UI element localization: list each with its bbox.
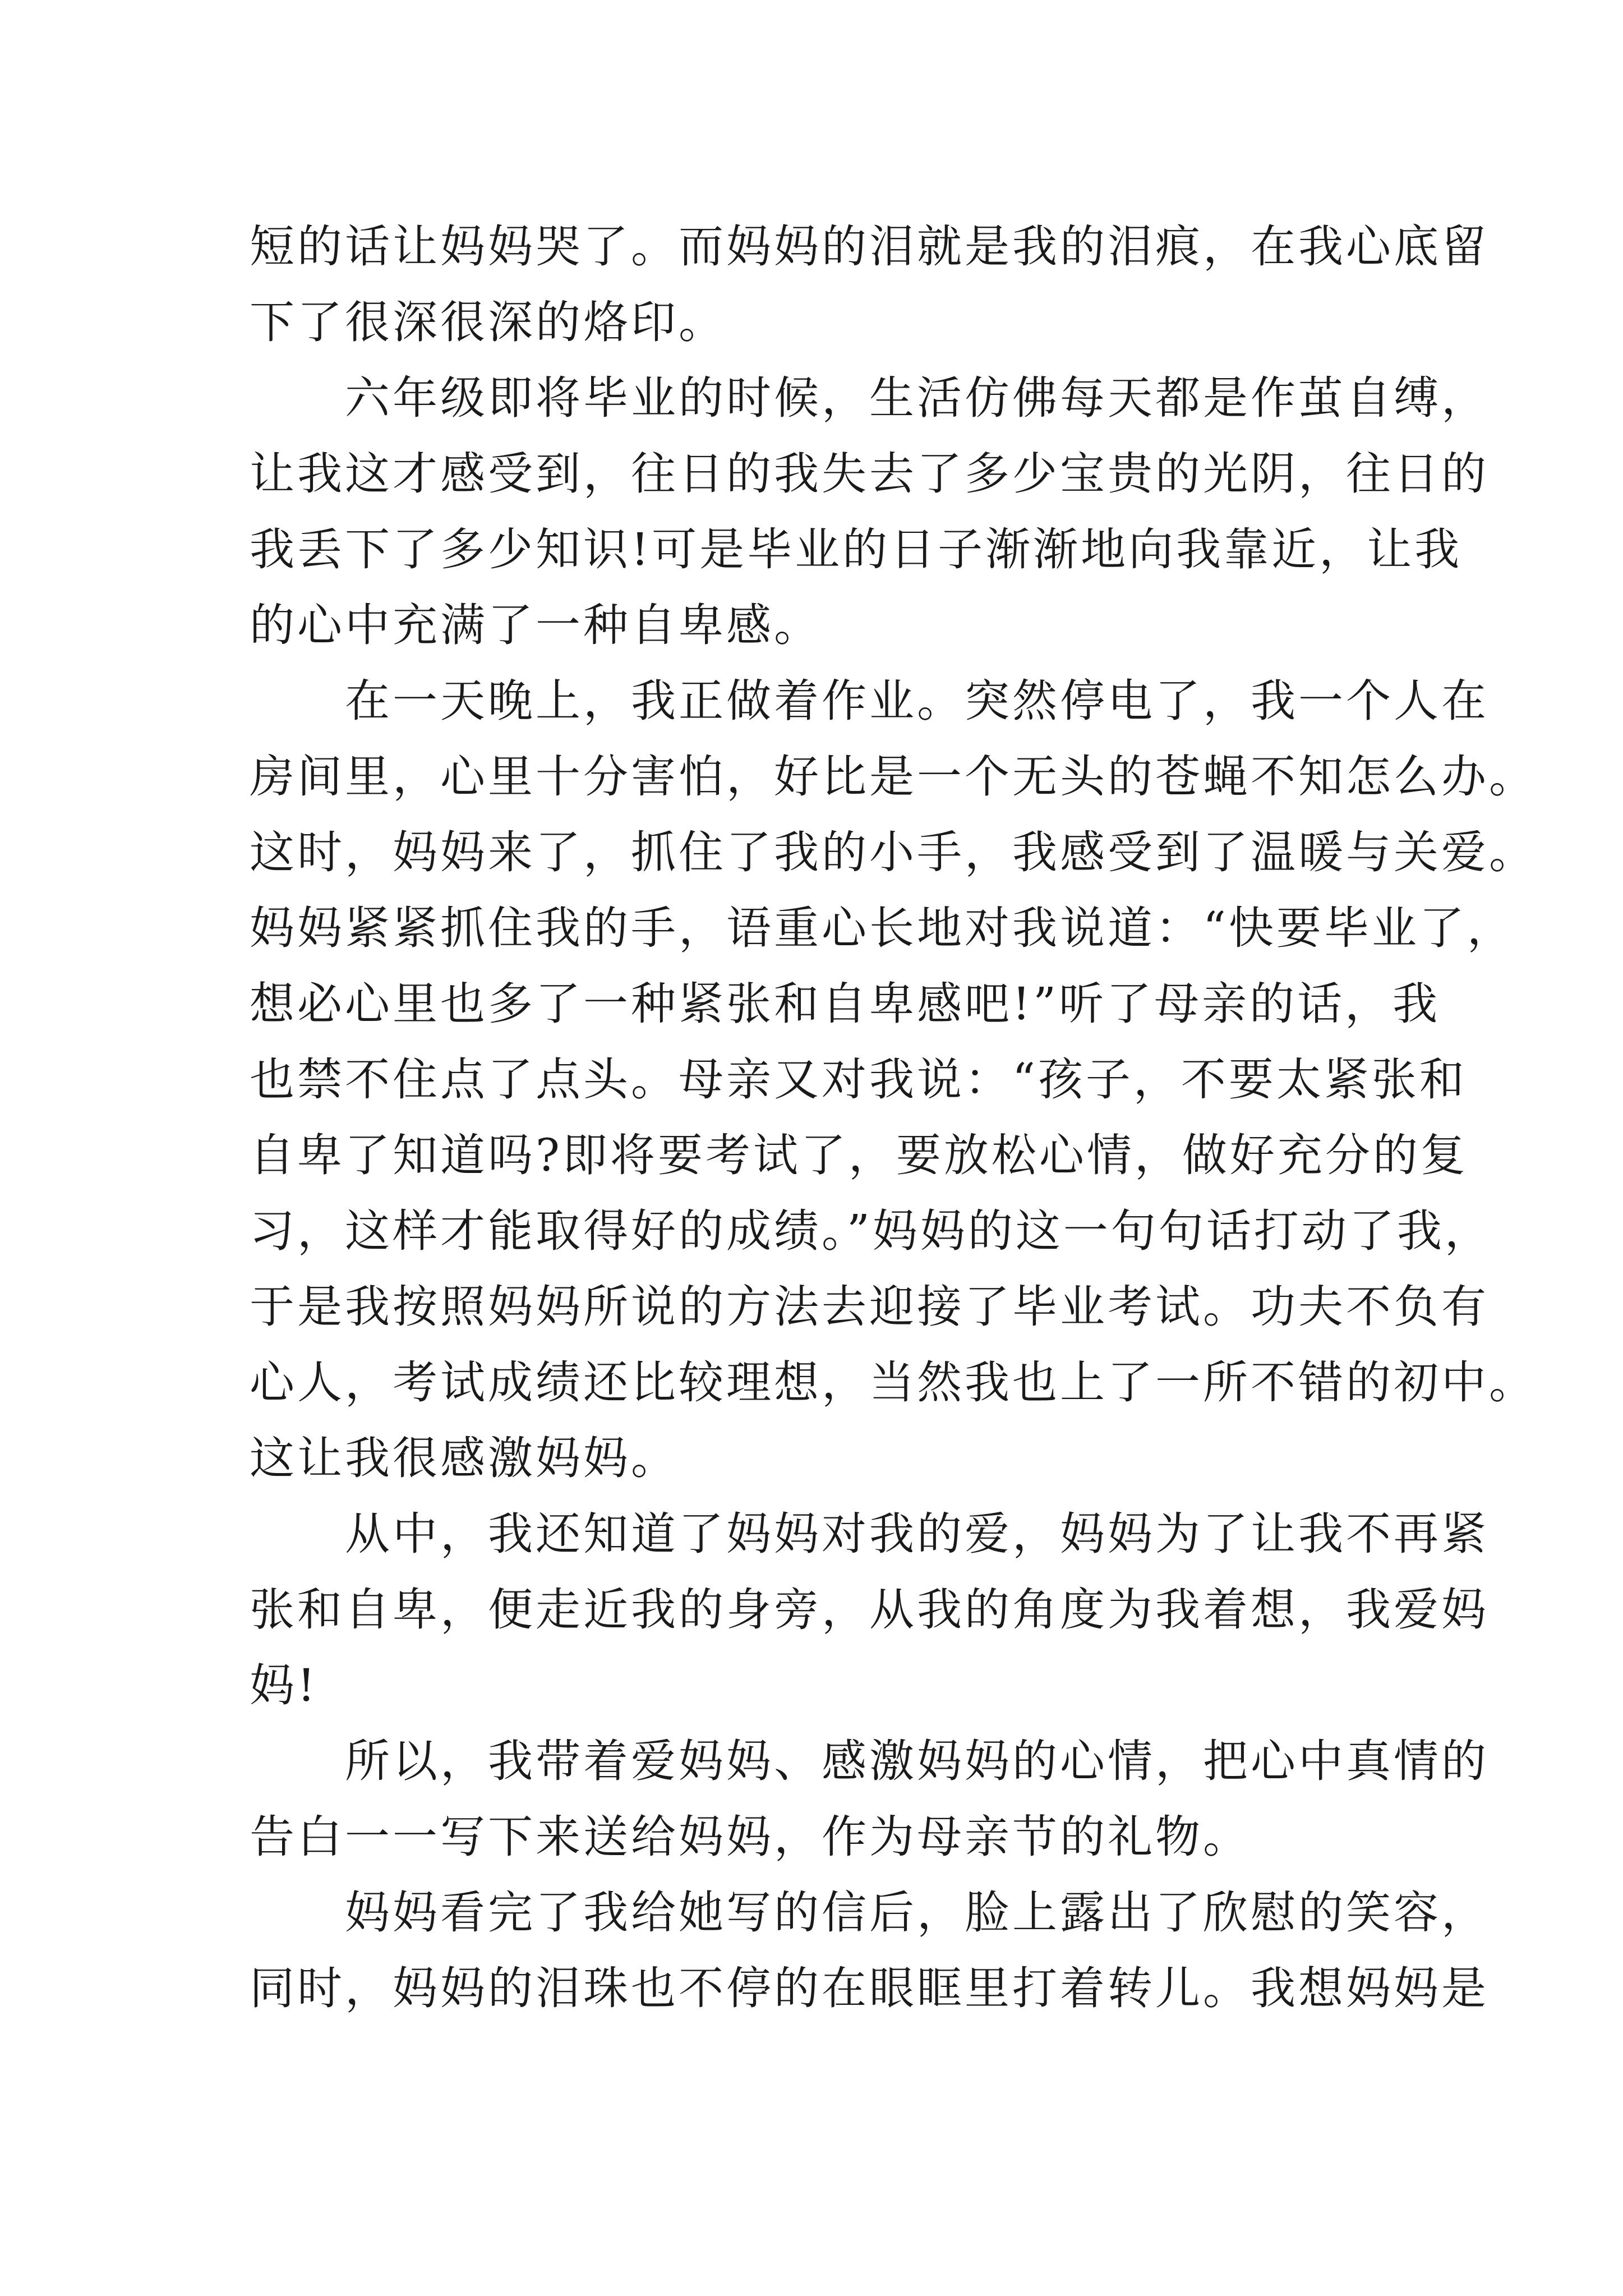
text-line: 妈妈紧紧抓住我的手，语重心长地对我说道：“快要毕业了， — [250, 902, 1515, 954]
text-line: 张和自卑，便走近我的身旁，从我的角度为我着想，我爱妈 — [250, 1584, 1489, 1636]
text-line: 同时，妈妈的泪珠也不停的在眼眶里打着转儿。我想妈妈是 — [250, 1962, 1489, 2014]
paragraph-first-line: 妈妈看完了我给她写的信后，脸上露出了欣慰的笑容， — [345, 1887, 1489, 1939]
text-line: 告白一一写下来送给妈妈，作为母亲节的礼物。 — [250, 1811, 1251, 1863]
text-line: 这时，妈妈来了，抓住了我的小手，我感受到了温暖与关爱。 — [250, 826, 1537, 878]
text-line: 于是我按照妈妈所说的方法去迎接了毕业考试。功夫不负有 — [250, 1281, 1489, 1333]
paragraph-first-line: 从中，我还知道了妈妈对我的爱，妈妈为了让我不再紧 — [345, 1508, 1489, 1560]
text-line: 下了很深很深的烙印。 — [250, 296, 726, 348]
text-line: 这让我很感激妈妈。 — [250, 1432, 679, 1484]
paragraph-first-line: 六年级即将毕业的时候，生活仿佛每天都是作茧自缚， — [345, 372, 1489, 424]
paragraph-first-line: 在一天晚上，我正做着作业。突然停电了，我一个人在 — [345, 675, 1489, 727]
text-line: 房间里，心里十分害怕，好比是一个无头的苍蝇不知怎么办。 — [250, 751, 1537, 803]
text-line: 也禁不住点了点头。母亲又对我说：“孩子，不要太紧张和 — [250, 1053, 1467, 1106]
text-line: 自卑了知道吗?即将要考试了，要放松心情，做好充分的复 — [250, 1129, 1468, 1181]
text-line: 心人，考试成绩还比较理想，当然我也上了一所不错的初中。 — [250, 1356, 1537, 1409]
text-line: 短的话让妈妈哭了。而妈妈的泪就是我的泪痕，在我心底留 — [250, 220, 1489, 273]
text-line: 让我这才感受到，往日的我失去了多少宝贵的光阴，往日的 — [250, 448, 1489, 500]
document-body — [250, 209, 1537, 2026]
text-line: 的心中充满了一种自卑感。 — [250, 599, 822, 651]
text-line: 我丢下了多少知识!可是毕业的日子渐渐地向我靠近，让我 — [250, 523, 1463, 576]
paragraph-first-line: 所以，我带着爱妈妈、感激妈妈的心情，把心中真情的 — [345, 1735, 1489, 1787]
text-line: 想必心里也多了一种紧张和自卑感吧!”听了母亲的话，我 — [250, 978, 1441, 1030]
text-line: 习，这样才能取得好的成绩。”妈妈的这一句句话打动了我， — [250, 1205, 1492, 1257]
text-line: 妈! — [250, 1659, 319, 1711]
